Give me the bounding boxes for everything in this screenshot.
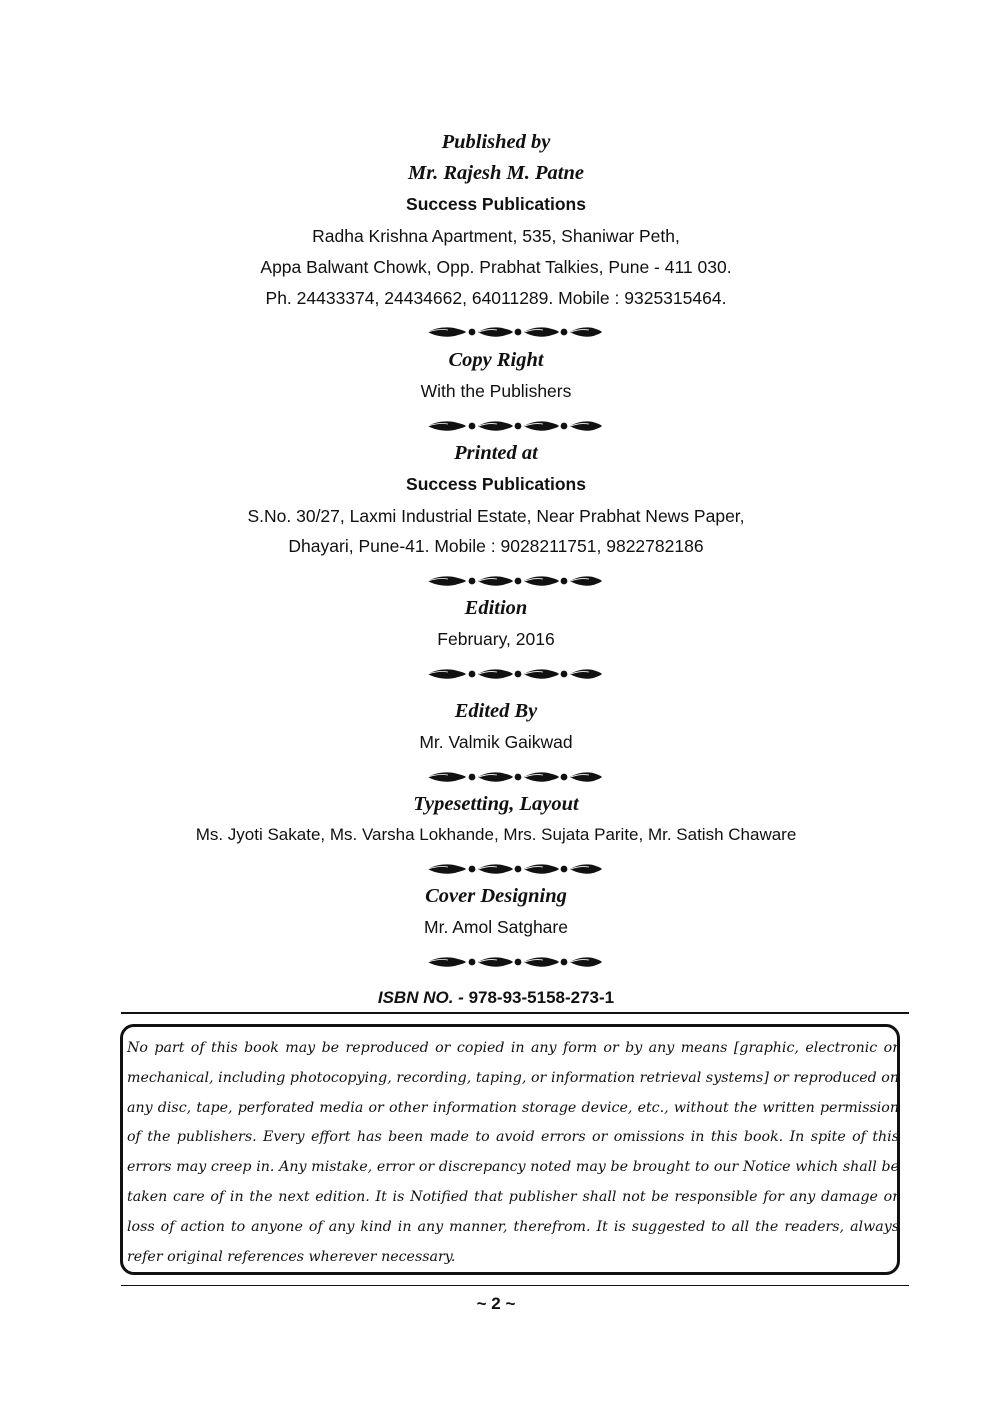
typesetting-text: Ms. Jyoti Sakate, Ms. Varsha Lokhande, Mrs. Sujata Parite, Mr. Satish Chaware (195, 825, 797, 844)
divider-ornament-6 (426, 862, 602, 876)
divider-ornament-1 (426, 325, 602, 339)
edition-heading: Edition (464, 597, 528, 619)
divider-ornament-7 (426, 955, 602, 969)
isbn-value: 978-93-5158-273-1 (468, 988, 615, 1007)
typesetting-heading: Typesetting, Layout (413, 793, 579, 815)
publisher-phone: Ph. 24433374, 24434662, 64011289. Mobile : 9325315464. (265, 288, 727, 308)
edited-text: Mr. Valmik Gaikwad (419, 732, 573, 752)
page-number: ~ 2 ~ (476, 1294, 516, 1313)
publisher-name: Mr. Rajesh M. Patne (408, 162, 584, 184)
isbn-rule (121, 1012, 909, 1014)
divider-ornament-3 (426, 574, 602, 588)
cover-heading: Cover Designing (425, 885, 567, 907)
footer-rule (121, 1285, 909, 1286)
publisher-company: Success Publications (406, 194, 586, 214)
copyright-text: With the Publishers (420, 381, 572, 401)
divider-ornament-2 (426, 419, 602, 433)
edited-heading: Edited By (454, 700, 538, 722)
cover-text: Mr. Amol Satghare (424, 917, 568, 937)
printer-company: Success Publications (406, 474, 586, 494)
copyright-heading: Copy Right (448, 349, 544, 371)
edition-text: February, 2016 (437, 629, 555, 649)
isbn-line (0, 989, 992, 1006)
published-heading: Published by (441, 131, 551, 153)
isbn-label: ISBN NO. - (377, 988, 464, 1007)
publisher-address-line1: Radha Krishna Apartment, 535, Shaniwar Peth, (312, 226, 680, 246)
divider-ornament-4 (426, 667, 602, 681)
printer-address-line2: Dhayari, Pune-41. Mobile : 9028211751, 9822782186 (288, 536, 704, 556)
divider-ornament-5 (426, 770, 602, 784)
disclaimer-text: No part of this book may be reproduced or copied in any form or by any means [graphic, electronic or mechanical, including photocopying, recording, taping, or information retrieval systems] or reproduced on any disc, tape, perforated media or other information storage device, etc., without the written permission of the publishers. Every effort has been made to avoid errors or omissions in this book. In spite of this errors may creep in. Any mistake, error or discrepancy noted may be brought to our Notice which shall be taken care of in the next edition. It is Notified that publisher shall not be responsible for any damage or loss of action to anyone of any kind in any manner, therefrom. It is suggested to all the readers, always refer original references wherever necessary. (127, 1040, 899, 1265)
printed-heading: Printed at (454, 442, 538, 464)
publisher-address-line2: Appa Balwant Chowk, Opp. Prabhat Talkies, Pune - 411 030. (260, 257, 732, 277)
printer-address-line1: S.No. 30/27, Laxmi Industrial Estate, Near Prabhat News Paper, (247, 506, 745, 526)
